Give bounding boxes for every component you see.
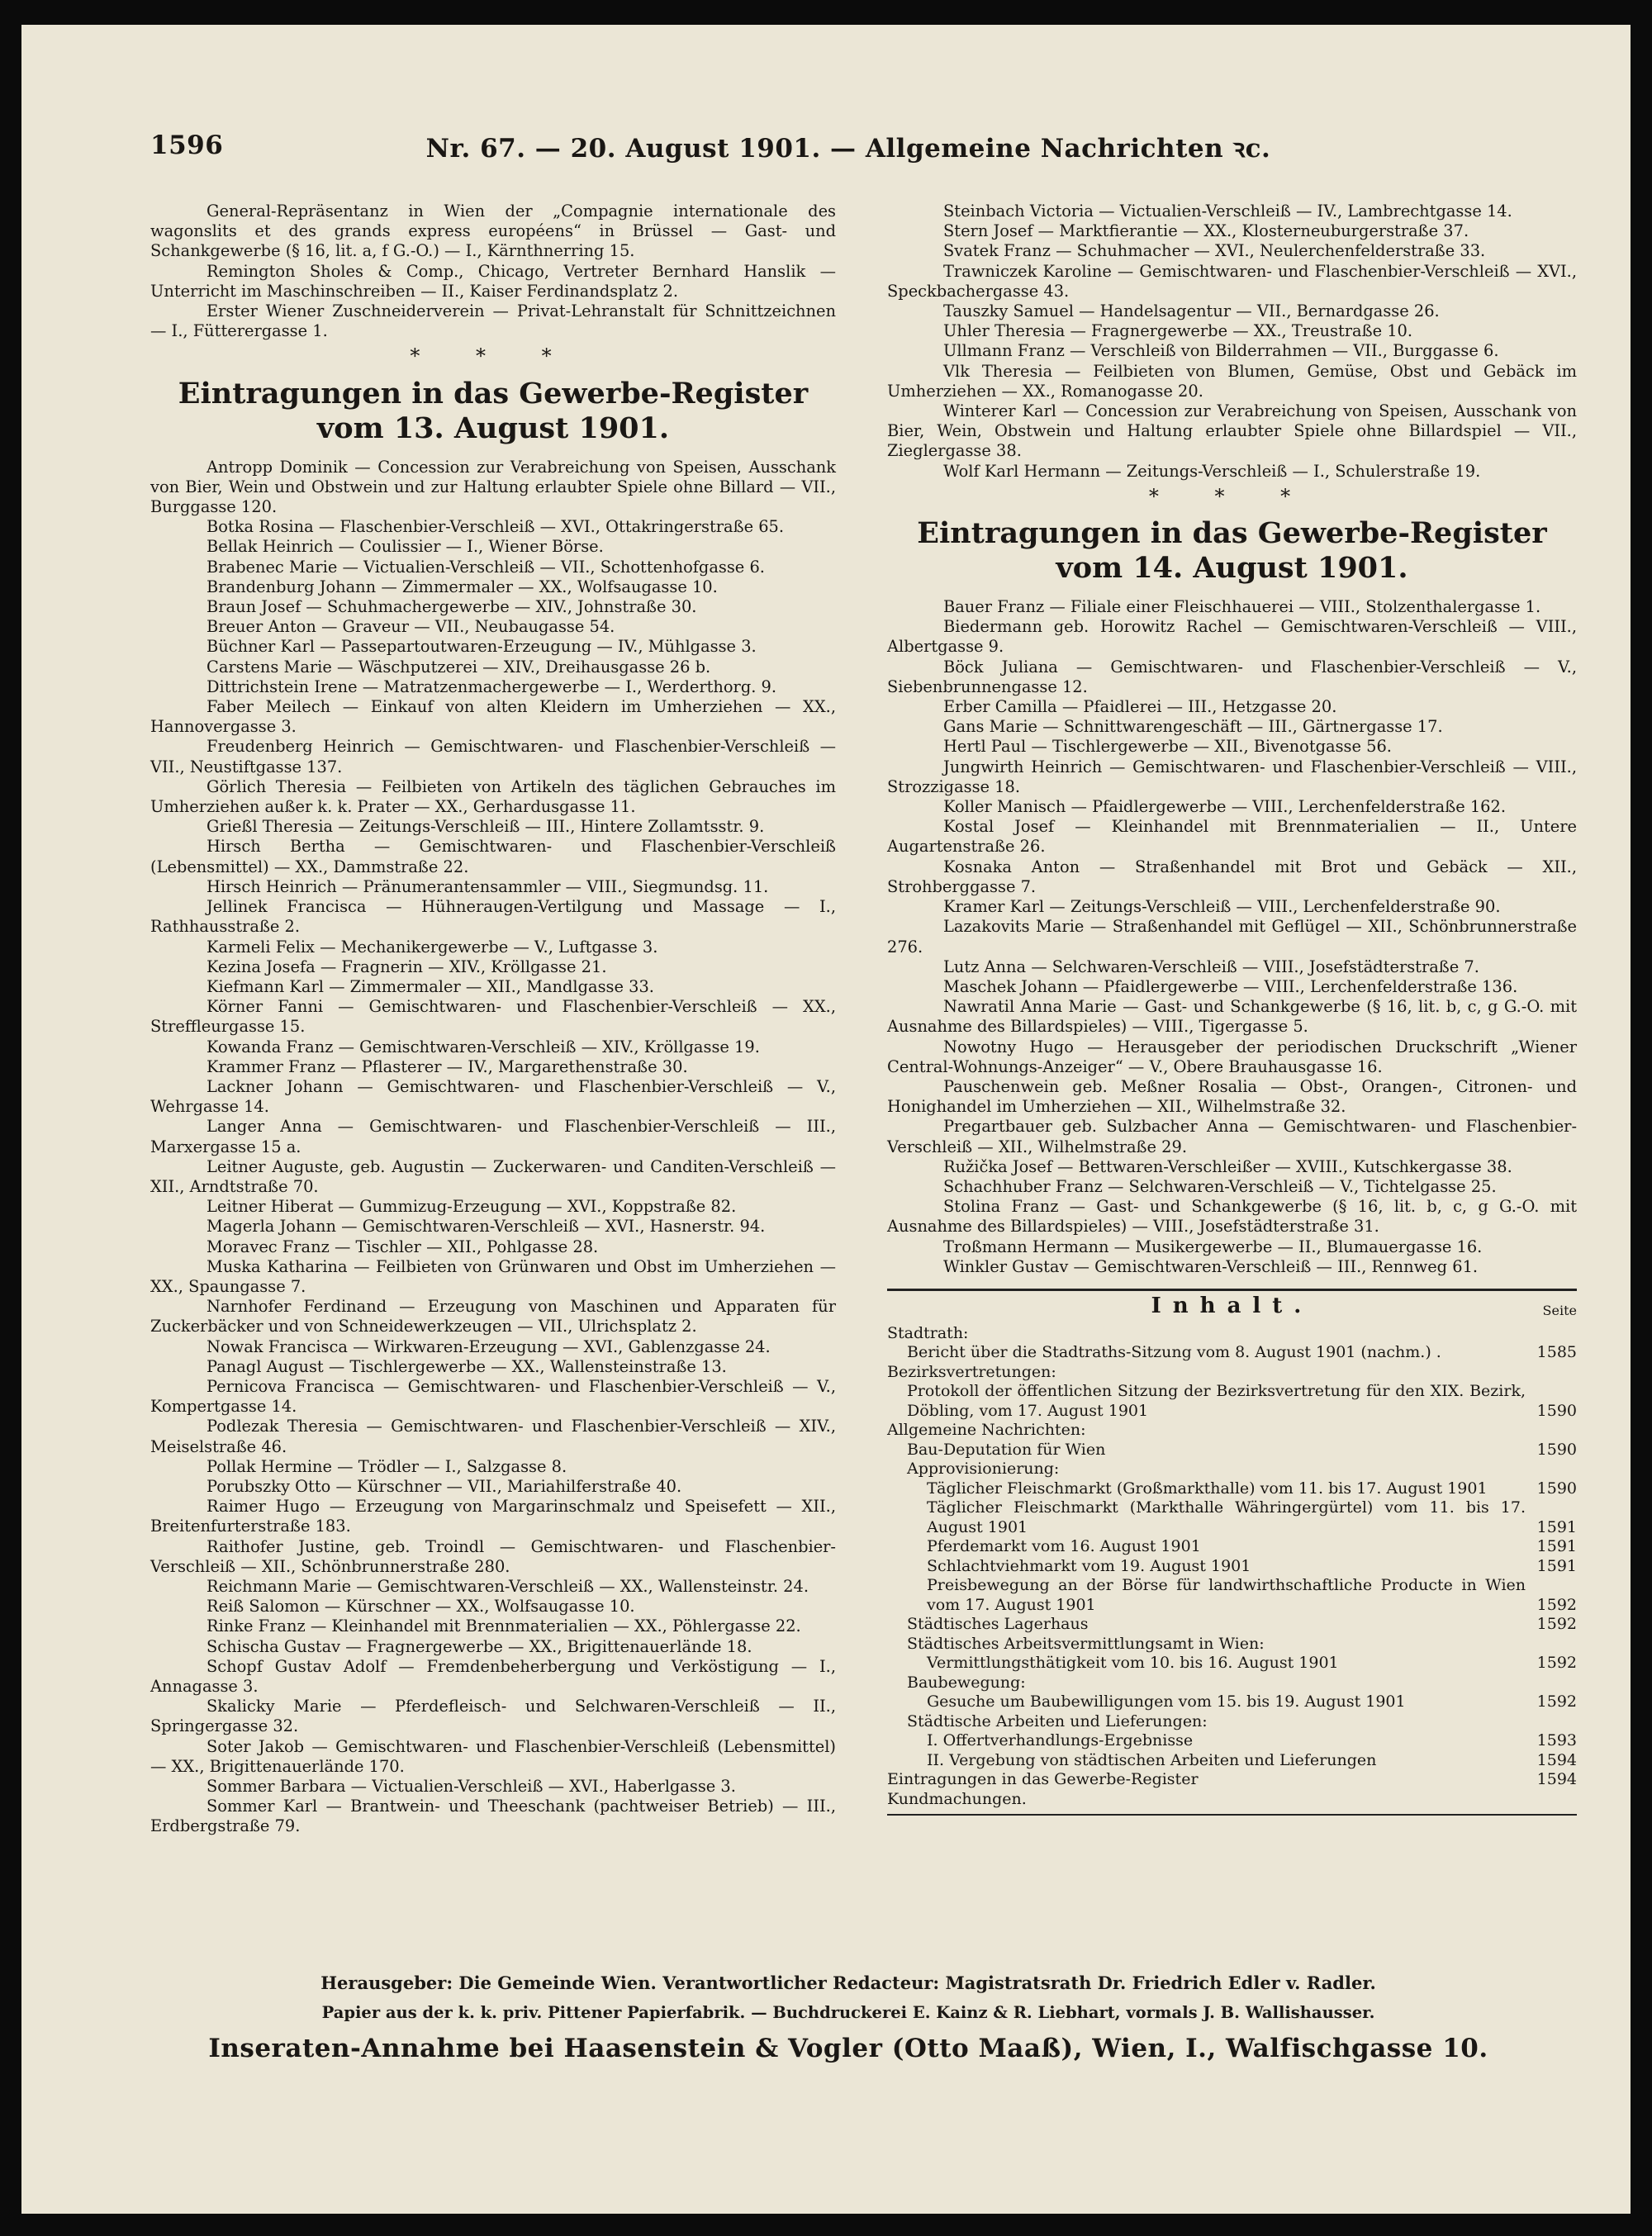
register-entry: Grießl Theresia — Zeitungs-Verschleiß — III., Hintere Zollamtsstr. 9. — [206, 817, 765, 837]
register-entry: Narnhofer Ferdinand — Erzeugung von Maschinen und Apparaten für Zuckerbäcker und von Schneidewerkzeugen — VII., Ulrichsplatz 2. — [150, 1297, 836, 1336]
toc-header — [887, 1293, 1577, 1324]
toc-entry-label: Pferdemarkt vom 16. August 1901 — [927, 1537, 1201, 1556]
toc-entry-label: Bau-Deputation für Wien — [907, 1440, 1106, 1459]
section-title-14-august — [887, 516, 1577, 586]
register-entry: Nowotny Hugo — Herausgeber der periodischen Druckschrift „Wiener Central-Wohnungs-Anzeiger“ — V., Obere Brauhausgasse 16. — [887, 1037, 1577, 1076]
toc-entry-label: Gesuche um Baubewilligungen vom 15. bis 19. August 1901 — [927, 1692, 1406, 1711]
toc-title: Inhalt. — [1151, 1293, 1313, 1318]
toc-row — [887, 1324, 1577, 1344]
register-entry: Hertl Paul — Tischlergewerbe — XII., Bivenotgasse 56. — [943, 737, 1392, 757]
register-entry: Reiß Salomon — Kürschner — XX., Wolfsaugasse 10. — [206, 1597, 635, 1616]
list-item: Erster Wiener Zuschneiderverein — Privat-Lehranstalt für Schnittzeichnen — I., Fütterergasse 1. — [150, 301, 836, 341]
toc-entry-label: Preisbewegung an der Börse für landwirthschaftliche Producte in Wien vom 17. August 1901 — [927, 1576, 1526, 1614]
toc-row — [887, 1751, 1577, 1771]
register-entry: Nowak Francisca — Wirkwaren-Erzeugung — XVI., Gablenzgasse 24. — [206, 1336, 771, 1356]
register-entry: Skalicky Marie — Pferdefleisch- und Selchwaren-Verschleiß — II., Springergasse 32. — [150, 1697, 836, 1736]
register-entry: Hirsch Heinrich — Pränumerantensammler — VIII., Siegmundsg. 11. — [206, 876, 769, 896]
register-entry: Jungwirth Heinrich — Gemischtwaren- und Flaschenbier-Verschleiß — VIII., Strozzigasse 18. — [887, 757, 1577, 796]
entries-13-august — [150, 458, 836, 1837]
toc-entry-label: Städtische Arbeiten und Lieferungen: — [907, 1711, 1208, 1730]
toc-entry-label: Vermittlungsthätigkeit vom 10. bis 16. August 1901 — [927, 1654, 1339, 1673]
register-entry: Carstens Marie — Wäschputzerei — XIV., Dreihausgasse 26 b. — [206, 657, 711, 676]
register-entry: Körner Fanni — Gemischtwaren- und Flaschenbier-Verschleiß — XX., Streffleurgasse 15. — [150, 997, 836, 1037]
imprint-advertising: Inseraten-Annahme bei Haasenstein & Vogler (Otto Maaß), Wien, I., Walfischgasse 10. — [208, 2034, 1488, 2063]
toc-row — [887, 1635, 1577, 1654]
register-entry: Kiefmann Karl — Zimmermaler — XII., Mandlgasse 33. — [206, 976, 654, 996]
register-entry: Langer Anna — Gemischtwaren- und Flaschenbier-Verschleiß — III., Marxergasse 15 a. — [150, 1117, 836, 1156]
register-entry: Raimer Hugo — Erzeugung von Margarinschmalz und Speisefett — XII., Breitenfurterstraße 183. — [150, 1497, 836, 1536]
register-entry: Brandenburg Johann — Zimmermaler — XX., Wolfsaugasse 10. — [206, 577, 718, 596]
register-entry: Bellak Heinrich — Coulissier — I., Wiener Börse. — [206, 537, 604, 557]
list-item: General-Repräsentanz in Wien der „Compagnie internationale des wagonslits et des grands express européens“ in Brüssel — Gast- und Schankgewerbe (§ 16, lit. a, f G.-O.) — I., Kärnthnerring 15. — [150, 202, 836, 261]
toc-entry-page: 1590 — [1536, 1479, 1577, 1498]
running-title: Nr. 67. — 20. August 1901. — Allgemeine Nachrichten ꝛc. — [425, 134, 1271, 164]
toc-entry-page: 1592 — [1536, 1615, 1577, 1634]
register-entry: Lutz Anna — Selchwaren-Verschleiß — VIII., Josefstädterstraße 7. — [943, 957, 1479, 976]
register-entry: Muska Katharina — Feilbieten von Grünwaren und Obst im Umherziehen — XX., Spaungasse 7. — [150, 1256, 836, 1296]
toc-entry-label: Schlachtviehmarkt vom 19. August 1901 — [927, 1556, 1251, 1575]
register-entry: Kramer Karl — Zeitungs-Verschleiß — VIII., Lerchenfelderstraße 90. — [943, 897, 1501, 917]
register-entry: Sommer Barbara — Victualien-Verschleiß — XVI., Haberlgasse 3. — [206, 1777, 736, 1797]
toc-entry-label: Kundmachungen. — [887, 1789, 1027, 1808]
section-title-line1: Eintragungen in das Gewerbe-Register — [178, 376, 809, 411]
toc-row — [887, 1498, 1577, 1537]
register-entry: Kosnaka Anton — Straßenhandel mit Brot und Gebäck — XII., Strohberggasse 7. — [887, 857, 1577, 896]
section-title-line1: Eintragungen in das Gewerbe-Register — [917, 516, 1547, 551]
toc-entry-page: 1594 — [1536, 1770, 1577, 1789]
register-entry: Pauschenwein geb. Meßner Rosalia — Obst-, Orangen-, Citronen- und Honighandel im Umherziehen — XII., Wilhelmstraße 32. — [887, 1076, 1577, 1117]
register-entry: Magerla Johann — Gemischtwaren-Verschleiß — XVI., Hasnerstr. 94. — [206, 1217, 766, 1237]
toc-entry-label: Approvisionierung: — [907, 1460, 1060, 1479]
section-title-line2: vom 14. August 1901. — [1056, 551, 1408, 586]
toc-row — [887, 1673, 1577, 1693]
register-entry: Lackner Johann — Gemischtwaren- und Flaschenbier-Verschleiß — V., Wehrgasse 14. — [150, 1076, 836, 1117]
toc-row — [887, 1363, 1577, 1383]
register-entry: Büchner Karl — Passepartoutwaren-Erzeugung — IV., Mühlgasse 3. — [206, 637, 757, 657]
register-entry: Winterer Karl — Concession zur Verabreichung von Speisen, Ausschank von Bier, Wein, Obstwein und Haltung erlaubter Spiele ohne Billardspiel — VII., Zieglergasse 38. — [887, 401, 1577, 461]
register-entry: Botka Rosina — Flaschenbier-Verschleiß — XVI., Ottakringerstraße 65. — [206, 517, 785, 537]
register-entry: Jellinek Francisca — Hühneraugen-Vertilgung und Massage — I., Rathhausstraße 2. — [150, 897, 836, 937]
register-entry: Schopf Gustav Adolf — Fremdenbeherbergung und Verköstigung — I., Annagasse 3. — [150, 1656, 836, 1697]
register-entry: Svatek Franz — Schuhmacher — XVI., Neulerchenfelderstraße 33. — [943, 241, 1486, 261]
register-entry: Braun Josef — Schuhmachergewerbe — XIV., Johnstraße 30. — [206, 597, 697, 617]
imprint-footer — [150, 1973, 1546, 2063]
toc-row — [887, 1731, 1577, 1751]
register-entry: Breuer Anton — Graveur — VII., Neubaugasse 54. — [206, 617, 615, 637]
register-entry: Wolf Karl Hermann — Zeitungs-Verschleiß — I., Schulerstraße 19. — [943, 461, 1481, 481]
toc-entry-page: 1585 — [1536, 1343, 1577, 1362]
toc-row — [887, 1712, 1577, 1732]
register-entry: Hirsch Bertha — Gemischtwaren- und Flaschenbier-Verschleiß (Lebensmittel) — XX., Dammstraße 22. — [150, 837, 836, 876]
entries-14-august — [887, 597, 1577, 1277]
register-entry: Moravec Franz — Tischler — XII., Pohlgasse 28. — [206, 1237, 599, 1256]
toc-top-rule — [887, 1289, 1577, 1291]
toc-entry-label: Allgemeine Nachrichten: — [887, 1421, 1086, 1440]
register-entry: Lazakovits Marie — Straßenhandel mit Geflügel — XII., Schönbrunnerstraße 276. — [887, 917, 1577, 957]
toc-entry-page: 1592 — [1536, 1654, 1577, 1673]
right-column — [887, 202, 1577, 1816]
register-entry: Freudenberg Heinrich — Gemischtwaren- und Flaschenbier-Verschleiß — VII., Neustiftgasse 137. — [150, 737, 836, 776]
toc-row — [887, 1479, 1577, 1499]
register-entry: Brabenec Marie — Victualien-Verschleiß — VII., Schottenhofgasse 6. — [206, 557, 765, 577]
toc-row — [887, 1790, 1577, 1810]
toc-entry-label: I. Offertverhandlungs-Ergebnisse — [927, 1731, 1194, 1750]
section-divider-stars: * * * — [1148, 484, 1316, 508]
register-entry: Krammer Franz — Pflasterer — IV., Margarethenstraße 30. — [206, 1056, 688, 1076]
toc-entry-label: Bezirksvertretungen: — [887, 1362, 1056, 1381]
register-entry: Maschek Johann — Pfaidlergewerbe — VIII., Lerchenfelderstraße 136. — [943, 976, 1518, 996]
register-entry: Pernicova Francisca — Gemischtwaren- und Flaschenbier-Verschleiß — V., Kompertgasse 14. — [150, 1376, 836, 1417]
register-entry: Reichmann Marie — Gemischtwaren-Verschleiß — XX., Wallensteinstr. 24. — [206, 1577, 809, 1596]
toc-bottom-rule — [887, 1814, 1577, 1816]
register-entry: Leitner Auguste, geb. Augustin — Zuckerwaren- und Canditen-Verschleiß — XII., Arndtstraße 70. — [150, 1156, 836, 1196]
list-item: Remington Sholes & Comp., Chicago, Vertreter Bernhard Hanslik — Unterricht im Maschinschreiben — II., Kaiser Ferdinandsplatz 2. — [150, 261, 836, 301]
register-entry: Winkler Gustav — Gemischtwaren-Verschleiß — III., Rennweg 61. — [943, 1256, 1479, 1276]
register-entry: Kowanda Franz — Gemischtwaren-Verschleiß — XIV., Kröllgasse 19. — [206, 1037, 760, 1056]
toc-row — [887, 1576, 1577, 1615]
register-entry: Dittrichstein Irene — Matratzenmachergewerbe — I., Werderthorg. 9. — [206, 676, 777, 696]
toc-entry-label: Täglicher Fleischmarkt (Großmarkthalle) vom 11. bis 17. August 1901 — [927, 1479, 1488, 1498]
toc-entry-page: 1591 — [1536, 1556, 1577, 1575]
register-entry: Podlezak Theresia — Gemischtwaren- und Flaschenbier-Verschleiß — XIV., Meiselstraße 46. — [150, 1417, 836, 1456]
register-entry: Vlk Theresia — Feilbieten von Blumen, Gemüse, Obst und Gebäck im Umherziehen — XX., Romanogasse 20. — [887, 361, 1577, 401]
toc-page-column-label: Seite — [1542, 1302, 1577, 1318]
register-entry: Koller Manisch — Pfaidlergewerbe — VIII., Lerchenfelderstraße 162. — [943, 797, 1507, 817]
toc-entry-label: II. Vergebung von städtischen Arbeiten und Lieferungen — [927, 1750, 1377, 1769]
left-column — [150, 202, 836, 1837]
toc-row — [887, 1557, 1577, 1577]
register-entry: Kostal Josef — Kleinhandel mit Brennmaterialien — II., Untere Augartenstraße 26. — [887, 817, 1577, 857]
table-of-contents — [887, 1324, 1577, 1810]
toc-row — [887, 1460, 1577, 1479]
register-entry: Kezina Josefa — Fragnerin — XIV., Kröllgasse 21. — [206, 957, 607, 976]
toc-entry-page: 1591 — [1536, 1517, 1577, 1536]
toc-entry-label: Eintragungen in das Gewerbe-Register — [887, 1770, 1199, 1789]
toc-row — [887, 1421, 1577, 1441]
register-entry: Rinke Franz — Kleinhandel mit Brennmaterialien — XX., Pöhlergasse 22. — [206, 1616, 801, 1636]
left-intro-entries — [150, 202, 836, 341]
register-entry: Leitner Hiberat — Gummizug-Erzeugung — XVI., Koppstraße 82. — [206, 1197, 737, 1217]
register-entry: Biedermann geb. Horowitz Rachel — Gemischtwaren-Verschleiß — VIII., Albertgasse 9. — [887, 617, 1577, 657]
register-entry: Böck Juliana — Gemischtwaren- und Flaschenbier-Verschleiß — V., Siebenbrunnengasse 12. — [887, 657, 1577, 696]
toc-entry-page: 1594 — [1536, 1750, 1577, 1769]
toc-entry-page: 1593 — [1536, 1731, 1577, 1750]
register-entry: Troßmann Hermann — Musikergewerbe — II., Blumauergasse 16. — [943, 1237, 1483, 1256]
register-entry: Antropp Dominik — Concession zur Verabreichung von Speisen, Ausschank von Bier, Wein und Obstwein und zur Haltung erlaubter Spiele ohne Billard — VII., Burggasse 120. — [150, 457, 836, 517]
register-entry: Pollak Hermine — Trödler — I., Salzgasse 8. — [206, 1456, 567, 1476]
toc-entry-label: Stadtrath: — [887, 1323, 969, 1342]
toc-entry-page: 1590 — [1536, 1440, 1577, 1459]
toc-entry-label: Baubewegung: — [907, 1673, 1026, 1692]
toc-entry-page: 1590 — [1536, 1401, 1577, 1420]
register-entry: Steinbach Victoria — Victualien-Verschleiß — IV., Lambrechtgasse 14. — [943, 202, 1512, 221]
toc-entry-label: Bericht über die Stadtraths-Sitzung vom 8. August 1901 (nachm.) . — [907, 1343, 1441, 1362]
register-entry: Trawniczek Karoline — Gemischtwaren- und Flaschenbier-Verschleiß — XVI., Speckbachergasse 43. — [887, 261, 1577, 301]
register-entry: Faber Meilech — Einkauf von alten Kleidern im Umherziehen — XX., Hannovergasse 3. — [150, 697, 836, 737]
register-entry: Stern Josef — Marktfierantie — XX., Klosterneuburgerstraße 37. — [943, 221, 1469, 241]
register-entry: Sommer Karl — Brantwein- und Theeschank (pachtweiser Betrieb) — III., Erdbergstraße 79. — [150, 1797, 836, 1836]
register-entry: Görlich Theresia — Feilbieten von Artikeln des täglichen Gebrauches im Umherziehen außer k. k. Prater — XX., Gerhardusgasse 11. — [150, 776, 836, 817]
toc-row — [887, 1537, 1577, 1557]
register-entry: Ružička Josef — Bettwaren-Verschleißer — XVIII., Kutschkergasse 38. — [943, 1156, 1512, 1176]
register-entry: Gans Marie — Schnittwarengeschäft — III., Gärtnergasse 17. — [943, 717, 1443, 737]
toc-row — [887, 1770, 1577, 1790]
register-entry: Ullmann Franz — Verschleiß von Bilderrahmen — VII., Burggasse 6. — [943, 341, 1499, 361]
register-entry: Panagl August — Tischlergewerbe — XX., Wallensteinstraße 13. — [206, 1356, 727, 1376]
toc-row — [887, 1441, 1577, 1460]
register-entry: Pregartbauer geb. Sulzbacher Anna — Gemischtwaren- und Flaschenbier-Verschleiß — XII., Wilhelmstraße 29. — [887, 1117, 1577, 1156]
register-entry: Raithofer Justine, geb. Troindl — Gemischtwaren- und Flaschenbier-Verschleiß — XII., Schönbrunnerstraße 280. — [150, 1536, 836, 1576]
right-intro-entries — [887, 202, 1577, 482]
toc-entry-label: Protokoll der öffentlichen Sitzung der Bezirksvertretung für den XIX. Bezirk, Döbling, vom 17. August 1901 — [907, 1382, 1526, 1420]
toc-row — [887, 1382, 1577, 1421]
toc-row — [887, 1654, 1577, 1673]
toc-row — [887, 1343, 1577, 1363]
toc-row — [887, 1615, 1577, 1635]
section-title-13-august — [150, 377, 836, 446]
register-entry: Karmeli Felix — Mechanikergewerbe — V., Luftgasse 3. — [206, 937, 658, 957]
toc-entry-label: Städtisches Lagerhaus — [907, 1615, 1089, 1634]
register-entry: Soter Jakob — Gemischtwaren- und Flaschenbier-Verschleiß (Lebensmittel) — XX., Brigittenauerlände 170. — [150, 1736, 836, 1776]
toc-entry-page: 1592 — [1536, 1595, 1577, 1614]
toc-entry-page: 1591 — [1536, 1537, 1577, 1556]
toc-entry-page: 1592 — [1536, 1692, 1577, 1711]
register-entry: Bauer Franz — Filiale einer Fleischhauerei — VIII., Stolzenthalergasse 1. — [943, 597, 1541, 617]
register-entry: Uhler Theresia — Fragnergewerbe — XX., Treustraße 10. — [943, 321, 1413, 341]
register-entry: Tauszky Samuel — Handelsagentur — VII., Bernardgasse 26. — [943, 301, 1440, 321]
register-entry: Nawratil Anna Marie — Gast- und Schankgewerbe (§ 16, lit. b, c, g G.-O. mit Ausnahme des Billardspieles) — VIII., Tigergasse 5. — [887, 997, 1577, 1037]
register-entry: Schachhuber Franz — Selchwaren-Verschleiß — V., Tichtelgasse 25. — [943, 1176, 1497, 1196]
toc-entry-label: Städtisches Arbeitsvermittlungsamt in Wien: — [907, 1634, 1265, 1653]
page-number: 1596 — [150, 131, 224, 160]
section-title-line2: vom 13. August 1901. — [316, 411, 670, 445]
toc-entry-label: Täglicher Fleischmarkt (Markthalle Währingergürtel) vom 11. bis 17. August 1901 — [927, 1498, 1526, 1536]
imprint-publisher: Herausgeber: Die Gemeinde Wien. Verantwortlicher Redacteur: Magistratsrath Dr. Friedrich Edler v. Radler. — [320, 1973, 1376, 1993]
register-entry: Porubszky Otto — Kürschner — VII., Mariahilferstraße 40. — [206, 1476, 682, 1496]
section-divider-stars: * * * — [410, 344, 577, 368]
toc-row — [887, 1692, 1577, 1712]
register-entry: Erber Camilla — Pfaidlerei — III., Hetzgasse 20. — [943, 697, 1337, 717]
imprint-printer: Papier aus der k. k. priv. Pittener Papierfabrik. — Buchdruckerei E. Kainz & R. Liebhart, vormals J. B. Wallishausser. — [321, 2003, 1375, 2022]
register-entry: Schischa Gustav — Fragnergewerbe — XX., Brigittenauerlände 18. — [206, 1636, 752, 1656]
newspaper-page — [21, 25, 1631, 2214]
register-entry: Stolina Franz — Gast- und Schankgewerbe (§ 16, lit. b, c, g G.-O. mit Ausnahme des Billardspieles) — VIII., Josefstädterstraße 31. — [887, 1197, 1577, 1237]
